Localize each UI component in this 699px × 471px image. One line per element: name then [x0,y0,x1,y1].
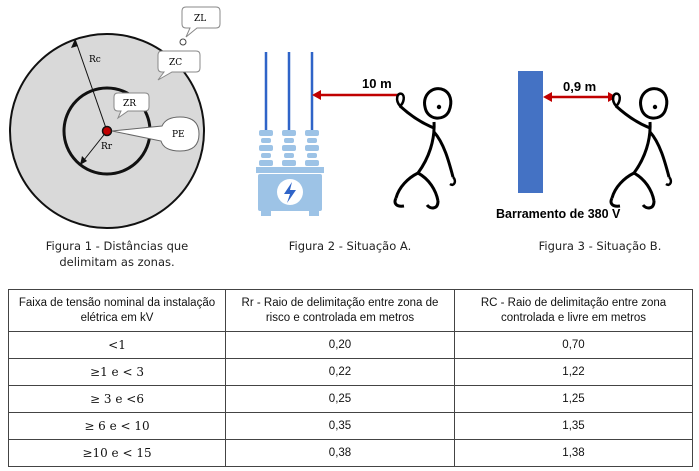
table-row [9,332,693,359]
busbar-bar [518,71,543,193]
figure1-caption-line2: delimitam as zonas. [59,255,175,269]
figure1-caption-line1: Figura 1 - Distâncias que [45,239,189,253]
table-header-row [9,290,693,332]
header-voltage-range: Faixa de tensão nominal da instalação elétrica em kV [9,290,226,332]
transformer-icon [256,52,324,216]
stick-figure-a [395,89,455,208]
rc-value-cell: 0,70 [455,332,693,359]
energized-point [103,127,112,136]
distance-label-a: 10 m [362,76,392,91]
zl-callout [180,7,220,45]
rr-value-cell: 0,35 [226,413,455,440]
voltage-range-cell: ≥ 3 e <6 [9,386,226,413]
rc-value-cell: 1,35 [455,413,693,440]
pe-label: PE [172,130,185,140]
rc-value-cell: 1,22 [455,359,693,386]
situation-a-illustration [250,40,480,220]
voltage-range-cell: ≥ 6 e < 10 [9,413,226,440]
rr-value-cell: 0,20 [226,332,455,359]
zl-label: ZL [194,14,207,24]
figure1-caption [22,238,212,270]
zone-radius-table [8,289,693,467]
rr-value-cell: 0,22 [226,359,455,386]
table-row [9,359,693,386]
distance-arrowhead-a [312,90,321,100]
voltage-range-cell: ≥1 e < 3 [9,359,226,386]
distance-label-b: 0,9 m [563,79,597,94]
rr-value-cell: 0,38 [226,440,455,467]
table-row [9,440,693,467]
rc-value-cell: 1,25 [455,386,693,413]
rc-label: Rc [89,55,101,65]
figure2-caption: Figura 2 - Situação A. [288,239,412,253]
zc-label: ZC [169,58,183,68]
table-row [9,413,693,440]
rc-value-cell: 1,38 [455,440,693,467]
situation-b-illustration [490,40,699,230]
voltage-range-cell: <1 [9,332,226,359]
busbar-label: Barramento de 380 V [496,207,621,221]
stick-figure-b [611,89,671,208]
rr-value-cell: 0,25 [226,386,455,413]
header-rr-radius: Rr - Raio de delimitação entre zona de risco e controlada em metros [226,290,455,332]
figure3-caption: Figura 3 - Situação B. [538,239,662,253]
voltage-range-cell: ≥10 e < 15 [9,440,226,467]
distance-arrowhead-b-left [543,92,552,102]
header-rc-radius: RC - Raio de delimitação entre zona controlada e livre em metros [455,290,693,332]
rr-label: Rr [101,142,113,152]
zr-label: ZR [123,99,137,109]
table-row [9,386,693,413]
zone-distance-diagram [0,0,230,240]
